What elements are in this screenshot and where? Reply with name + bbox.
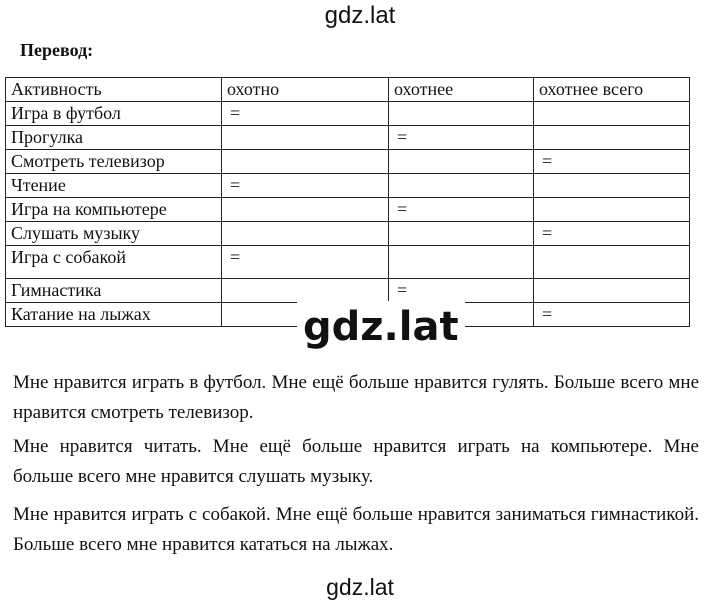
table-row — [6, 222, 690, 246]
table-row — [6, 102, 690, 126]
mark-cell — [534, 198, 690, 222]
activity-cell: Слушать музыку — [6, 222, 222, 246]
mark-cell — [389, 174, 534, 198]
activity-cell: Гимнастика — [6, 279, 222, 303]
mark-cell — [222, 150, 389, 174]
table-row — [6, 246, 690, 279]
watermark-top: gdz.lat — [324, 2, 396, 29]
mark-cell: = — [389, 126, 534, 150]
table-row — [6, 126, 690, 150]
paragraph: Мне нравится играть с собакой. Мне ещё больше нравится заниматься гимнастикой. Больше всего мне нравится кататься на лыжах. — [13, 504, 699, 555]
activity-cell: Игра в футбол — [6, 102, 222, 126]
table-row — [6, 198, 690, 222]
table-row — [6, 279, 690, 303]
header-cell: охотнее всего — [534, 78, 690, 102]
table-header-row — [6, 78, 690, 102]
paragraph: Мне нравится читать. Мне ещё больше нравится играть на компьютере. Мне больше всего мне нравится слушать музыку. — [13, 436, 699, 487]
watermark-center: gdz.lat — [297, 301, 465, 353]
mark-cell: = — [222, 246, 389, 279]
header-cell: охотнее — [389, 78, 534, 102]
mark-cell — [222, 279, 389, 303]
mark-cell — [389, 222, 534, 246]
mark-cell — [389, 246, 534, 279]
activity-cell: Смотреть телевизор — [6, 150, 222, 174]
mark-cell — [389, 102, 534, 126]
activity-cell: Катание на лыжах — [6, 303, 222, 327]
mark-cell: = — [389, 279, 534, 303]
mark-cell — [534, 102, 690, 126]
mark-cell: = — [222, 174, 389, 198]
mark-cell — [222, 126, 389, 150]
activity-cell: Чтение — [6, 174, 222, 198]
section-heading: Перевод: — [20, 40, 94, 60]
mark-cell — [534, 126, 690, 150]
mark-cell — [222, 198, 389, 222]
mark-cell — [222, 222, 389, 246]
header-cell: Активность — [6, 78, 222, 102]
activity-cell: Игра на компьютере — [6, 198, 222, 222]
table-row — [6, 150, 690, 174]
header-cell: охотно — [222, 78, 389, 102]
activity-table — [5, 77, 690, 327]
activity-cell: Игра с собакой — [6, 246, 222, 279]
mark-cell — [534, 279, 690, 303]
mark-cell — [389, 150, 534, 174]
mark-cell: = — [534, 150, 690, 174]
mark-cell: = — [389, 198, 534, 222]
mark-cell: = — [534, 303, 690, 327]
mark-cell: = — [222, 102, 389, 126]
mark-cell: = — [534, 222, 690, 246]
activity-cell: Прогулка — [6, 126, 222, 150]
watermark-bottom: gdz.lat — [326, 574, 394, 600]
table-row — [6, 174, 690, 198]
mark-cell — [534, 246, 690, 279]
mark-cell — [534, 174, 690, 198]
paragraph: Мне нравится играть в футбол. Мне ещё больше нравится гулять. Больше всего мне нравится смотреть телевизор. — [13, 372, 699, 423]
